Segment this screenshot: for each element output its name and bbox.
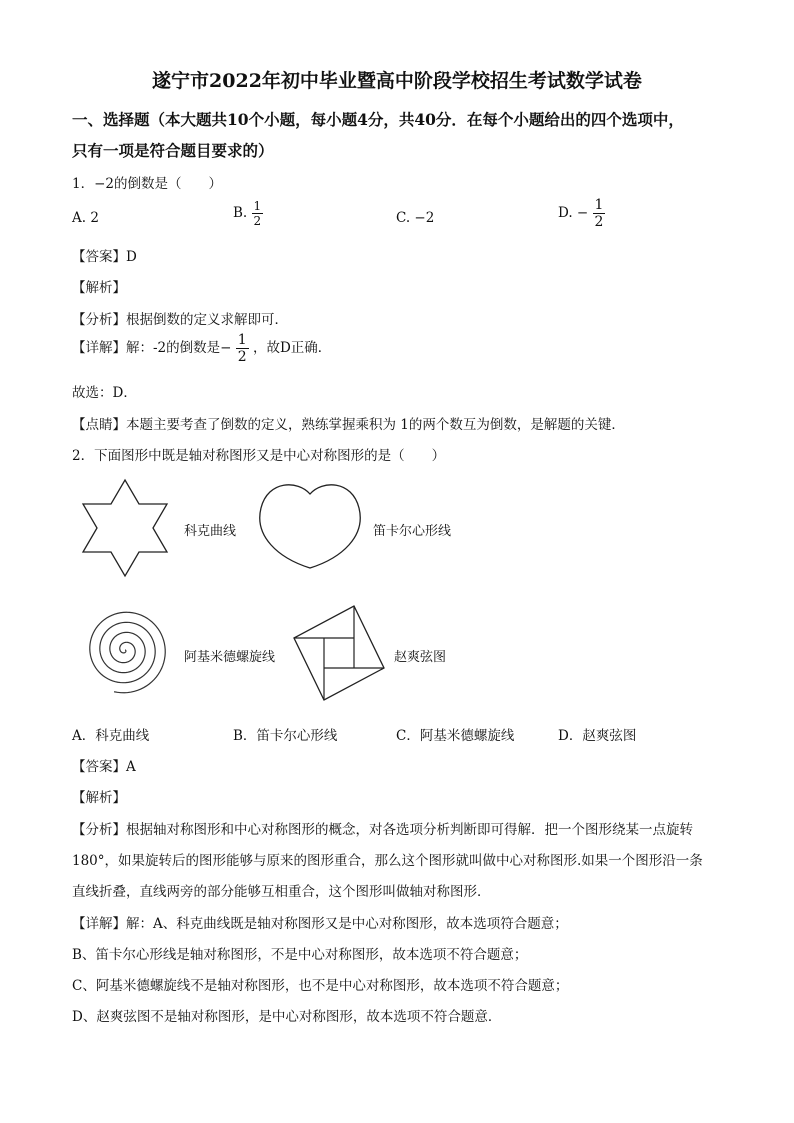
q2-detail-a: 【详解】解：A、科克曲线既是轴对称图形又是中心对称图形，故本选项符合题意；	[72, 916, 568, 932]
q2-answer: 【答案】A	[72, 759, 136, 775]
figure-label-koch: 科克曲线	[184, 524, 237, 539]
q1-option-a: A. 2	[72, 210, 99, 226]
q1-option-d-fraction	[593, 198, 606, 229]
archimedean-spiral-figure	[80, 604, 180, 704]
q1-option-b-fraction	[252, 200, 264, 227]
q1-option-d-label: D. −	[558, 205, 589, 221]
q1-fenxi: 【分析】根据倒数的定义求解即可．	[72, 312, 288, 328]
q1-answer: 【答案】D	[72, 249, 137, 265]
q1-option-c: C. −2	[396, 210, 435, 226]
figure-label-spiral: 阿基米德螺旋线	[184, 650, 276, 665]
q1-detail-fraction	[236, 333, 249, 364]
q2-analysis-heading: 【解析】	[72, 790, 126, 806]
q2-fenxi-line2: 180°，如果旋转后的图形能够与原来的图形重合，那么这个图形就叫做中心对称图形.如果一个图形沿一条	[72, 853, 703, 869]
figure-label-zhaoshuang: 赵爽弦图	[394, 650, 447, 665]
q2-option-b: B．笛卡尔心形线	[233, 728, 338, 744]
q2-fenxi-line1: 【分析】根据轴对称图形和中心对称图形的概念，对各选项分析判断即可得解．把一个图形绕某一点旋转	[72, 822, 693, 838]
q1-analysis-heading: 【解析】	[72, 280, 126, 296]
q2-detail-d: D、赵爽弦图不是轴对称图形，是中心对称图形，故本选项不符合题意．	[72, 1009, 502, 1025]
fraction-numerator: 1	[253, 199, 262, 213]
q1-detail	[72, 333, 331, 364]
q2-detail-b: B、笛卡尔心形线是轴对称图形，不是中心对称图形，故本选项不符合题意；	[72, 947, 528, 963]
q2-fenxi-line3: 直线折叠，直线两旁的部分能够互相重合，这个图形叫做轴对称图形．	[72, 884, 491, 900]
q2-detail-c: C、阿基米德螺旋线不是轴对称图形，也不是中心对称图形，故本选项不符合题意；	[72, 978, 569, 994]
koch-curve-figure	[76, 478, 176, 578]
q2-option-d: D．赵爽弦图	[558, 728, 637, 744]
section-heading-line1: 一、选择题（本大题共10个小题，每小题4分，共40分．在每个小题给出的四个选项中，	[72, 110, 684, 129]
q1-option-d	[558, 198, 605, 229]
section-heading-line2: 只有一项是符合题目要求的）	[72, 141, 274, 160]
q1-stem: 1．−2的倒数是（ ）	[72, 176, 222, 192]
cardioid-figure	[256, 478, 366, 578]
q1-option-b	[233, 200, 263, 227]
figure-label-cardioid: 笛卡尔心形线	[373, 524, 452, 539]
zhaoshuang-diagram-figure	[288, 604, 388, 704]
fraction-numerator: 1	[237, 332, 247, 348]
fraction-denominator: 2	[253, 214, 262, 228]
fraction-denominator: 2	[594, 214, 604, 230]
q1-detail-pre: 【详解】解：-2的倒数是−	[72, 340, 232, 356]
q1-conclusion: 故选：D．	[72, 385, 137, 401]
q1-option-b-label: B.	[233, 205, 248, 221]
q2-option-c: C．阿基米德螺旋线	[396, 728, 515, 744]
fraction-denominator: 2	[237, 349, 247, 365]
q2-option-a: A．科克曲线	[72, 728, 150, 744]
q2-stem: 2．下面图形中既是轴对称图形又是中心对称图形的是（ ）	[72, 448, 446, 464]
page-title: 遂宁市2022年初中毕业暨高中阶段学校招生考试数学试卷	[152, 70, 642, 92]
q1-detail-post: ，故D正确．	[252, 340, 332, 356]
q1-comment: 【点睛】本题主要考查了倒数的定义，熟练掌握乘积为 1的两个数互为倒数，是解题的关键．	[72, 417, 625, 433]
fraction-numerator: 1	[594, 197, 604, 213]
